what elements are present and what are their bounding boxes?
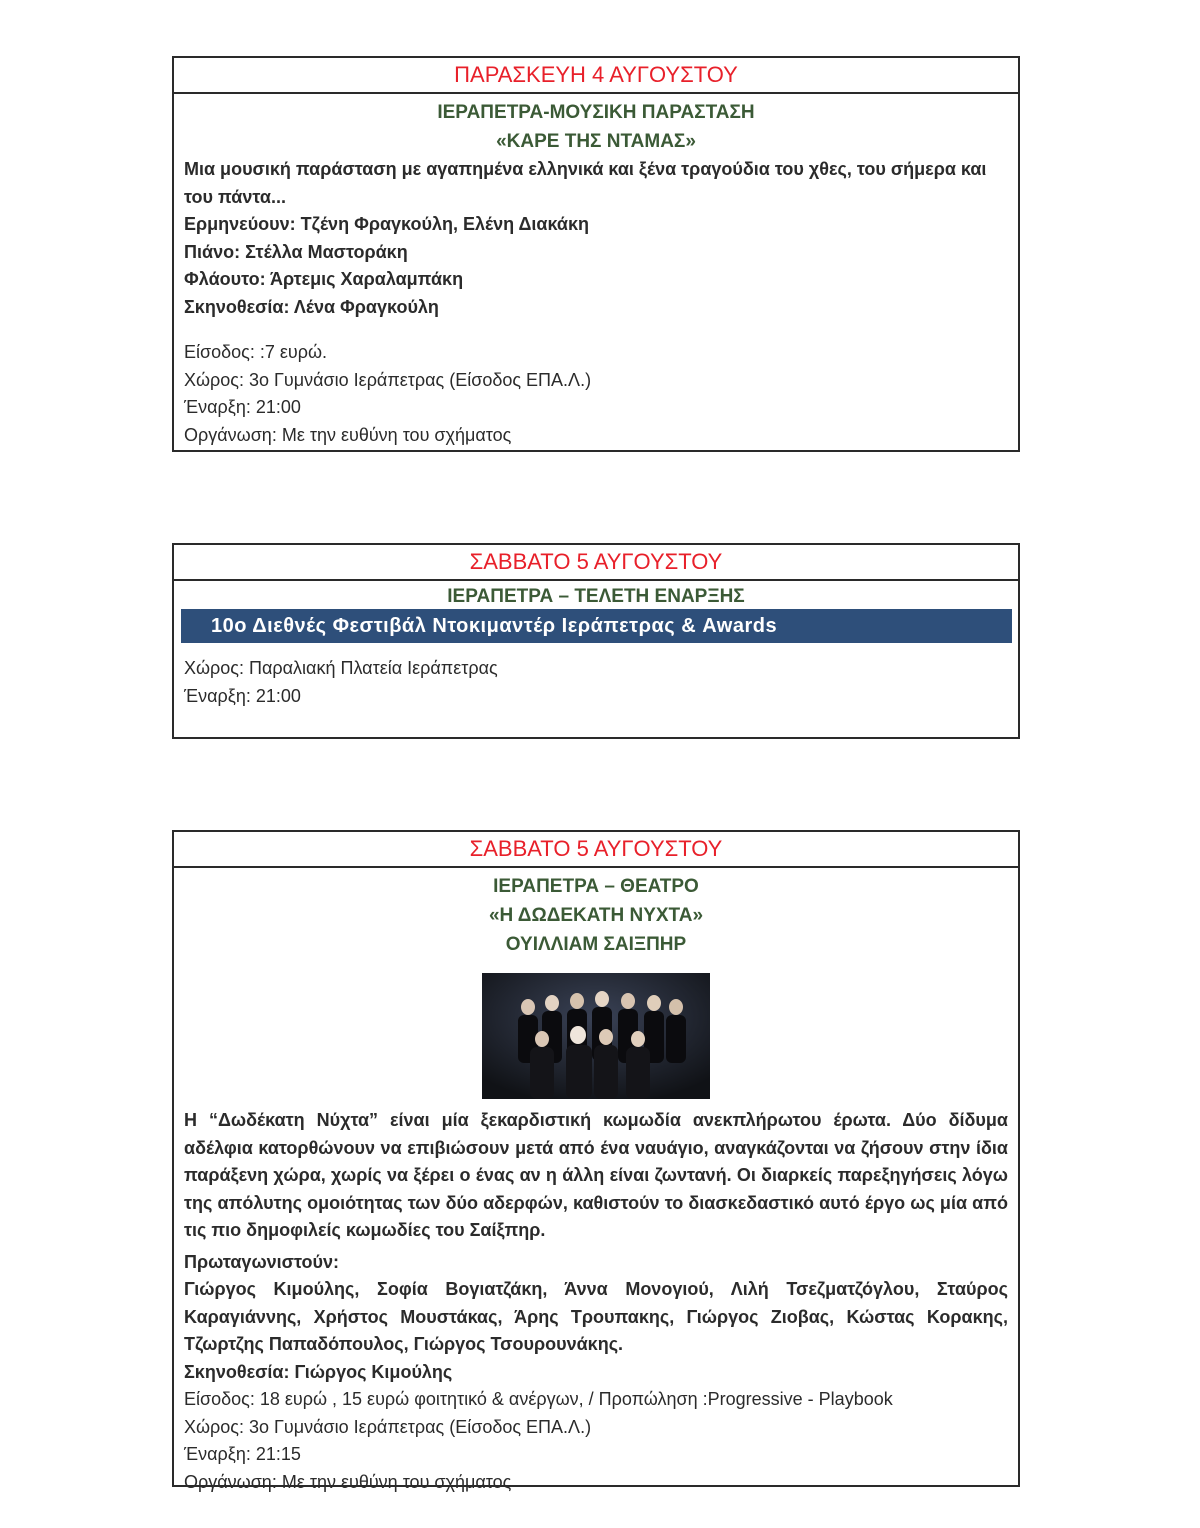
- event-direction: Σκηνοθεσία: Λένα Φραγκούλη: [184, 296, 439, 317]
- event-day: ΣΑΒΒΑΤΟ 5 ΑΥΓΟΥΣΤΟΥ: [174, 545, 1018, 581]
- event-venue: Χώρος: Παραλιακή Πλατεία Ιεράπετρας: [184, 658, 498, 678]
- event-performers: Ερμηνεύουν: Τζένη Φραγκούλη, Ελένη Διακάκη: [184, 214, 589, 234]
- cast-label: Πρωταγωνιστούν:: [184, 1251, 339, 1272]
- event-title: «Η ΔΩΔΕΚΑΤΗ ΝΥΧΤΑ»: [488, 905, 704, 926]
- event-card-2: [172, 543, 1020, 739]
- event-description: Η “Δωδέκατη Νύχτα” είναι μία ξεκαρδιστική κωμωδία ανεκπλήρωτου έρωτα. Δύο δίδυμα αδέλφια κατορθώνουν να επιβιώσουν μετά από ένα ναυάγιο, αναγκάζονται να ζήσουν στην ίδια παράξενη χώρα, χωρίς να ξέρει ο ένας αν η άλλη είναι ζωντανή. Οι διαρκείς παρεξηγήσεις λόγω της απόλυτης ομοιότητας των δύο αδερφών, καθιστούν το διασκεδαστικό αυτό έργο ως μία από τις πιο δημοφιλείς κωμωδίες του Σαίξπηρ.: [184, 1110, 1008, 1240]
- event-start: Έναρξη: 21:00: [184, 397, 301, 417]
- event-entry: Είσοδος: 18 ευρώ , 15 ευρώ φοιτητικό & ανέργων, / Προπώληση :Progressive - Playbook: [184, 1389, 893, 1409]
- event-day: ΣΑΒΒΑΤΟ 5 ΑΥΓΟΥΣΤΟΥ: [174, 832, 1018, 868]
- event-description: Μια μουσική παράσταση με αγαπημένα ελληνικά και ξένα τραγούδια του χθες, του σήμερα και του πάντα...: [184, 159, 987, 207]
- event-heading: ΙΕΡΑΠΕΤΡΑ-ΜΟΥΣΙΚΗ ΠΑΡΑΣΤΑΣΗ: [437, 102, 755, 123]
- event-start: Έναρξη: 21:15: [184, 1444, 301, 1464]
- festival-banner: 10ο Διεθνές Φεστιβάλ Ντοκιμαντέρ Ιεράπετρας & Awards: [181, 609, 1012, 643]
- event-organizer: Οργάνωση: Με την ευθύνη του σχήματος: [184, 424, 512, 445]
- event-piano: Πιάνο: Στέλλα Μαστοράκη: [184, 241, 408, 262]
- event-author: ΟΥΙΛΛΙΑΜ ΣΑΙΞΠΗΡ: [505, 934, 687, 955]
- event-organizer: Οργάνωση: Με την ευθύνη του σχήματος: [184, 1471, 512, 1492]
- event-direction: Σκηνοθεσία: Γιώργος Κιμούλης: [184, 1361, 453, 1382]
- event-flute: Φλάουτο: Άρτεμις Χαραλαμπάκη: [184, 269, 464, 289]
- event-start: Έναρξη: 21:00: [184, 685, 301, 706]
- event-day: ΠΑΡΑΣΚΕΥΗ 4 ΑΥΓΟΥΣΤΟΥ: [174, 58, 1018, 94]
- event-venue: Χώρος: 3ο Γυμνάσιο Ιεράπετρας (Είσοδος ΕΠΑ.Λ.): [184, 1416, 592, 1437]
- event-heading: ΙΕΡΑΠΕΤΡΑ – ΤΕΛΕΤΗ ΕΝΑΡΞΗΣ: [447, 586, 745, 607]
- event-card-1: [172, 56, 1020, 452]
- event-venue: Χώρος: 3ο Γυμνάσιο Ιεράπετρας (Είσοδος ΕΠΑ.Λ.): [184, 369, 592, 390]
- event-entry: Είσοδος: :7 ευρώ.: [184, 342, 328, 362]
- cast-photo: [482, 973, 710, 1099]
- event-card-3: [172, 830, 1020, 1492]
- cast-list: Γιώργος Κιμούλης, Σοφία Βογιατζάκη, Άννα Μονογιού, Λιλή Τσεζματζόγλου, Σταύρος Καραγιάννης, Χρήστος Μουστάκας, Άρης Τρουπακης, Γιώργος Ζιοβας, Κώστας Κορακης, Τζωρτζης Παπαδόπουλος, Γιώργος Τσουρουνάκης.: [184, 1279, 1008, 1354]
- event-heading: ΙΕΡΑΠΕΤΡΑ – ΘΕΑΤΡΟ: [493, 876, 699, 897]
- event-title: «ΚΑΡΕ ΤΗΣ ΝΤΑΜΑΣ»: [496, 131, 696, 152]
